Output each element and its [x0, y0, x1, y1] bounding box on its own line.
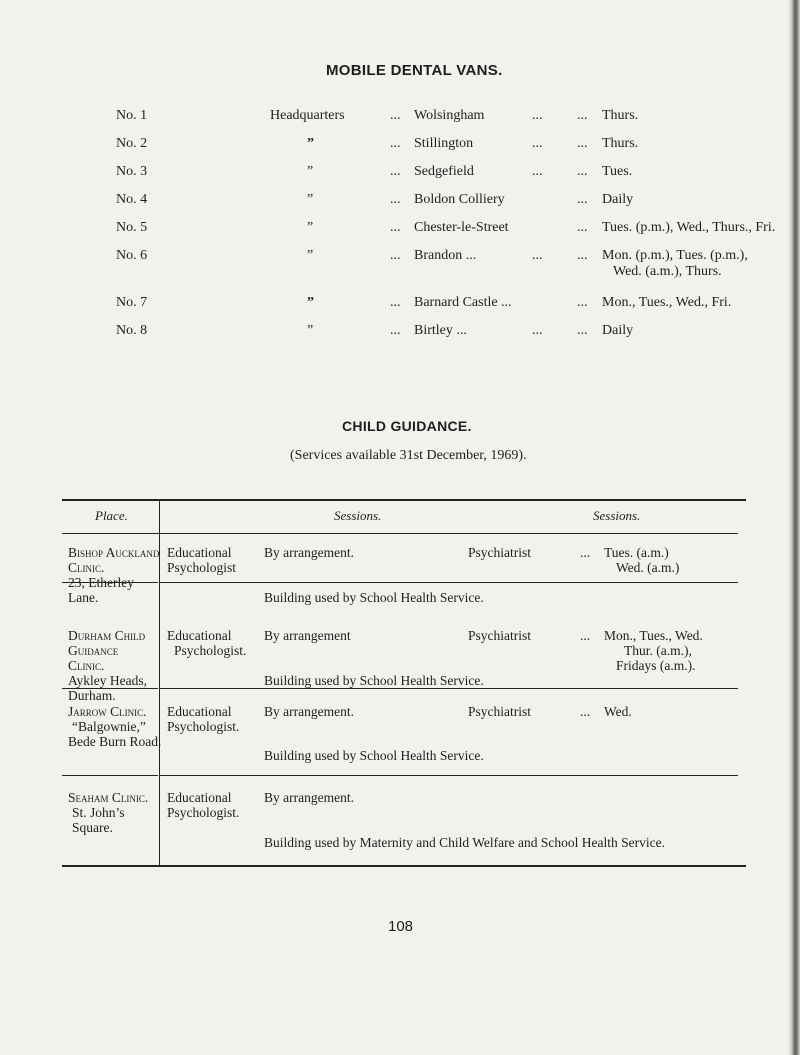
- row-rule: [62, 775, 158, 776]
- leader-dots: ...: [577, 136, 588, 151]
- table-bottom-rule: [62, 865, 746, 867]
- van-place: Brandon ...: [414, 248, 477, 263]
- page-number: 108: [388, 918, 414, 935]
- leader-dots: ...: [532, 323, 543, 338]
- row-rule: [160, 688, 738, 689]
- van-number: No. 6: [116, 248, 148, 263]
- van-number: No. 4: [116, 192, 148, 207]
- session-times: Fridays (a.m.).: [616, 658, 696, 673]
- leader-dots: ...: [390, 295, 401, 310]
- van-days: Tues. (p.m.), Wed., Thurs., Fri.: [602, 220, 776, 235]
- van-base: Headquarters: [270, 108, 345, 123]
- van-place: Sedgefield: [414, 164, 474, 179]
- van-days: Daily: [602, 192, 634, 207]
- van-base-ditto: ”: [307, 136, 314, 151]
- leader-dots: ...: [390, 192, 401, 207]
- leader-dots: ...: [390, 108, 401, 123]
- header-sessions: Sessions.: [334, 508, 382, 523]
- staff-role: Educational: [167, 704, 232, 719]
- van-base-ditto: ”: [307, 220, 314, 235]
- van-base-ditto: ”: [307, 192, 314, 207]
- van-place: Barnard Castle ...: [414, 295, 512, 310]
- place-name: Jarrow Clinic.: [68, 704, 147, 719]
- van-number: No. 3: [116, 164, 148, 179]
- place-line: Bede Burn Road.: [68, 734, 162, 749]
- mobile-dental-title: MOBILE DENTAL VANS.: [326, 62, 503, 79]
- van-days: Tues.: [602, 164, 633, 179]
- session-times: Thur. (a.m.),: [624, 643, 692, 658]
- leader-dots: ...: [390, 248, 401, 263]
- place-line: Guidance: [68, 643, 119, 658]
- van-number: No. 5: [116, 220, 148, 235]
- place-line: Lane.: [68, 590, 99, 605]
- van-days: Daily: [602, 323, 634, 338]
- van-days: Mon. (p.m.), Tues. (p.m.),: [602, 248, 748, 263]
- staff-role: Psychologist.: [167, 719, 240, 734]
- leader-dots: ...: [577, 108, 588, 123]
- van-days: Thurs.: [602, 136, 639, 151]
- leader-dots: ...: [580, 704, 591, 719]
- session-times: Tues. (a.m.): [604, 545, 669, 560]
- leader-dots: ...: [577, 323, 588, 338]
- building-note: Building used by School Health Service.: [264, 748, 484, 763]
- child-guidance-subtitle: (Services available 31st December, 1969).: [290, 448, 527, 463]
- van-number: No. 1: [116, 108, 148, 123]
- van-base-ditto: ”: [307, 164, 314, 179]
- place-line: Clinic.: [68, 658, 105, 673]
- building-note: Building used by School Health Service.: [264, 590, 484, 605]
- staff-role: Psychologist.: [174, 643, 247, 658]
- child-guidance-title: CHILD GUIDANCE.: [342, 418, 472, 434]
- leader-dots: ...: [580, 628, 591, 643]
- van-number: No. 8: [116, 323, 148, 338]
- arrangement: By arrangement.: [264, 790, 354, 805]
- van-days: Thurs.: [602, 108, 639, 123]
- van-place: Wolsingham: [414, 108, 485, 123]
- place-name: Durham Child: [68, 628, 146, 643]
- leader-dots: ...: [532, 164, 543, 179]
- arrangement: By arrangement: [264, 628, 351, 643]
- van-base-ditto: ”: [307, 323, 314, 338]
- leader-dots: ...: [577, 248, 588, 263]
- van-place: Chester-le-Street: [414, 220, 509, 235]
- van-base-ditto: ”: [307, 248, 314, 263]
- row-rule: [160, 775, 738, 776]
- leader-dots: ...: [390, 136, 401, 151]
- leader-dots: ...: [390, 323, 401, 338]
- van-base-ditto: ”: [307, 295, 314, 310]
- header-rule: [62, 533, 738, 534]
- van-place: Boldon Colliery: [414, 192, 505, 207]
- van-days-continued: Wed. (a.m.), Thurs.: [613, 264, 722, 279]
- place-line: Square.: [72, 820, 113, 835]
- staff-role: Educational: [167, 628, 232, 643]
- place-line: Clinic.: [68, 560, 105, 575]
- place-line: “Balgownie,”: [72, 719, 146, 734]
- arrangement: By arrangement.: [264, 545, 354, 560]
- place-name: Seaham Clinic.: [68, 790, 149, 805]
- leader-dots: ...: [580, 545, 591, 560]
- psychiatrist: Psychiatrist: [468, 628, 531, 643]
- van-number: No. 7: [116, 295, 148, 310]
- session-times: Wed.: [604, 704, 632, 719]
- session-times: Wed. (a.m.): [616, 560, 680, 575]
- leader-dots: ...: [577, 192, 588, 207]
- row-rule: [160, 582, 738, 583]
- session-times: Mon., Tues., Wed.: [604, 628, 703, 643]
- van-place: Stillington: [414, 136, 474, 151]
- arrangement: By arrangement.: [264, 704, 354, 719]
- header-place: Place.: [95, 508, 128, 523]
- place-line: Durham.: [68, 688, 116, 703]
- psychiatrist: Psychiatrist: [468, 545, 531, 560]
- place-line: 23, Etherley: [68, 575, 134, 590]
- place-line: Aykley Heads,: [68, 673, 147, 688]
- staff-role: Psychologist.: [167, 805, 240, 820]
- staff-role: Educational: [167, 790, 232, 805]
- building-note: Building used by Maternity and Child Welfare and School Health Service.: [264, 835, 665, 850]
- scan-edge-shadow: [788, 0, 800, 1055]
- leader-dots: ...: [532, 136, 543, 151]
- van-place: Birtley ...: [414, 323, 467, 338]
- table-top-rule: [62, 499, 746, 501]
- van-days: Mon., Tues., Wed., Fri.: [602, 295, 732, 310]
- leader-dots: ...: [390, 164, 401, 179]
- psychiatrist: Psychiatrist: [468, 704, 531, 719]
- header-sessions: Sessions.: [593, 508, 641, 523]
- leader-dots: ...: [577, 164, 588, 179]
- place-name: Bishop Auckland: [68, 545, 160, 560]
- leader-dots: ...: [390, 220, 401, 235]
- leader-dots: ...: [577, 220, 588, 235]
- building-note: Building used by School Health Service.: [264, 673, 484, 688]
- place-line: St. John’s: [72, 805, 125, 820]
- staff-role: Psychologist: [167, 560, 237, 575]
- van-number: No. 2: [116, 136, 148, 151]
- leader-dots: ...: [532, 248, 543, 263]
- leader-dots: ...: [577, 295, 588, 310]
- staff-role: Educational: [167, 545, 232, 560]
- leader-dots: ...: [532, 108, 543, 123]
